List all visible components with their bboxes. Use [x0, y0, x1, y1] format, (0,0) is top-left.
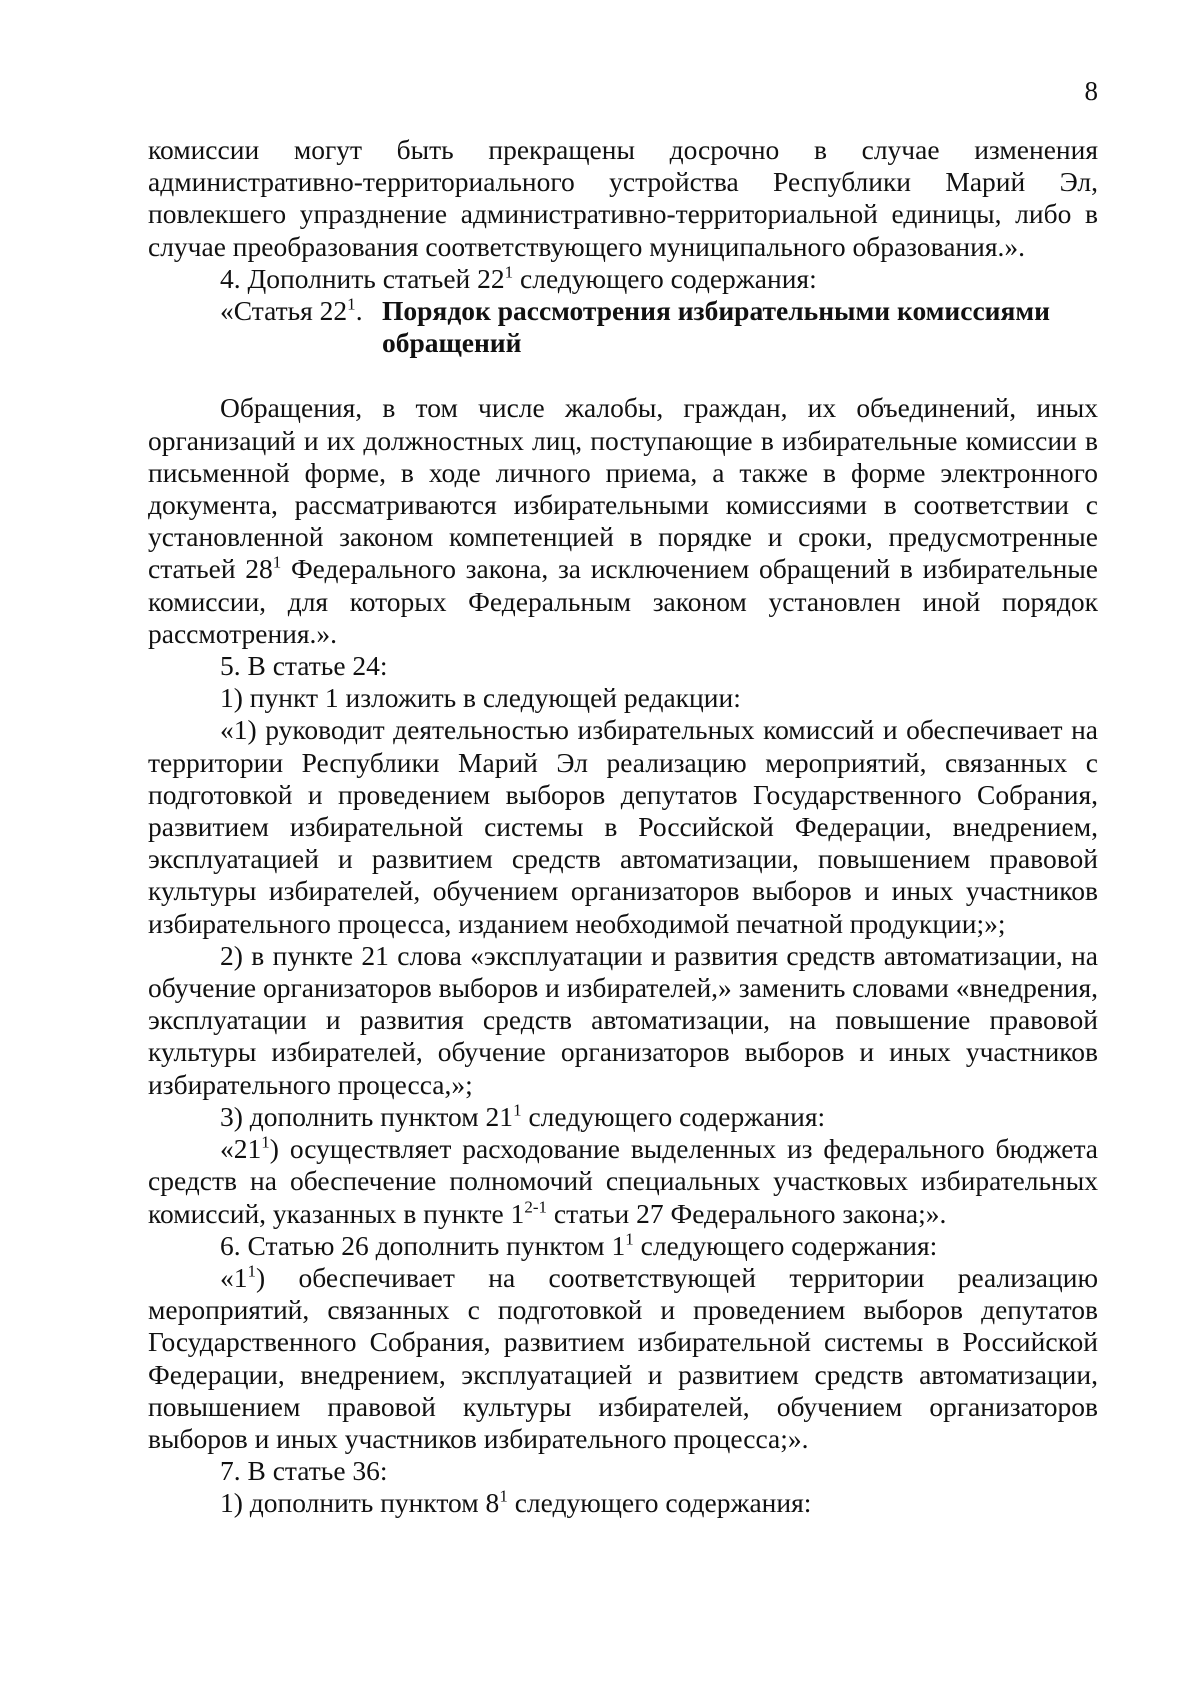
- superscript: 1: [513, 1100, 522, 1120]
- paragraph-item-5: 5. В статье 24:: [220, 650, 388, 682]
- superscript: 1: [272, 552, 282, 572]
- superscript: 2-1: [524, 1196, 548, 1216]
- paragraph-commission-termination: комиссии могут быть прекращены досрочно в случае изменения административно-территориального устройства Республики Марий Эл, повлекшего упразднение административно-территориальной единицы, либо в случае преобразования соответствующего муниципального образования.».: [148, 134, 1098, 262]
- paragraph-subitem-1: 1) пункт 1 изложить в следующей редакции:: [220, 682, 741, 714]
- paragraph-appeals: Обращения, в том числе жалобы, граждан, их объединений, иных организаций и их должностных лиц, поступающие в избирательные комиссии в письменной форме, в ходе личного приема, а также в форме электронного документа, рассматриваются избирательными комиссиями в соответствии с установленной законом компетенцией в порядке и сроки, предусмотренные статьей $28^1$ Федерального закона, за исключением обращений в избирательные комиссии, для которых Федеральным законом установлен иной порядок рассмотрения.».: [148, 392, 1098, 649]
- paragraph-subitem-3-text: «$21^1$) осуществляет расходование выделенных из федерального бюджета средств на обеспечение полномочий специальных участковых избирательных комиссий, указанных в пункте 1$^{2-1}$ статьи 27 Федерального закона;».: [148, 1132, 1098, 1229]
- page-number: 8: [1084, 76, 1098, 106]
- paragraph-subitem-3: 3) дополнить пунктом $21^1$ следующего содержания:: [220, 1100, 826, 1132]
- article-title: Порядок рассмотрения избирательными комиссиями обращений: [382, 295, 1050, 359]
- paragraph-item-6-text: «$1^1$) обеспечивает на соответствующей территории реализацию мероприятий, связанных с подготовкой и проведением выборов депутатов Государственного Собрания, развитием избирательной системы в Российской Федерации, внедрением, эксплуатацией и развитием средств автоматизации, повышением правовой культуры избирателей, обучением организаторов выборов и иных участников избирательного процесса;».: [148, 1261, 1098, 1454]
- superscript: 1: [625, 1229, 634, 1249]
- paragraph-subitem-1-text: «1) руководит деятельностью избирательных комиссий и обеспечивает на территории Республики Марий Эл реализацию мероприятий, связанных с подготовкой и проведением выборов депутатов Государственного Собрания, развитием избирательной системы в Российской Федерации, внедрением, эксплуатацией и развитием средств автоматизации, повышением правовой культуры избирателей, обучением организаторов выборов и иных участников избирательного процесса, изданием необходимой печатной продукции;»;: [148, 714, 1098, 939]
- paragraph-item-7-subitem-1: 1) дополнить пунктом $8^1$ следующего содержания:: [220, 1486, 812, 1519]
- superscript: 1: [504, 262, 514, 282]
- paragraph-subitem-2: 2) в пункте 21 слова «эксплуатации и развития средств автоматизации, на обучение организаторов выборов и избирателей,» заменить словами «внедрения, эксплуатации и развития средств автоматизации, на повышение правовой культуры избирателей, обучение организаторов выборов и иных участников избирательного процесса,»;: [148, 939, 1098, 1100]
- document-body: [148, 134, 1098, 1520]
- superscript: 1: [247, 1261, 257, 1281]
- superscript: 1: [347, 294, 356, 314]
- superscript: 1: [261, 1132, 270, 1152]
- superscript: 1: [499, 1486, 508, 1506]
- spacer: [148, 359, 1098, 392]
- paragraph-item-6: 6. Статью 26 дополнить пунктом $1^1$ следующего содержания:: [220, 1229, 938, 1261]
- article-label: «Статья $22^1$.: [220, 294, 363, 327]
- paragraph-item-4: 4. Дополнить статьей $22^1$ следующего содержания:: [220, 262, 817, 294]
- paragraph-item-7: 7. В статье 36:: [220, 1455, 388, 1487]
- article-heading: [148, 295, 1098, 359]
